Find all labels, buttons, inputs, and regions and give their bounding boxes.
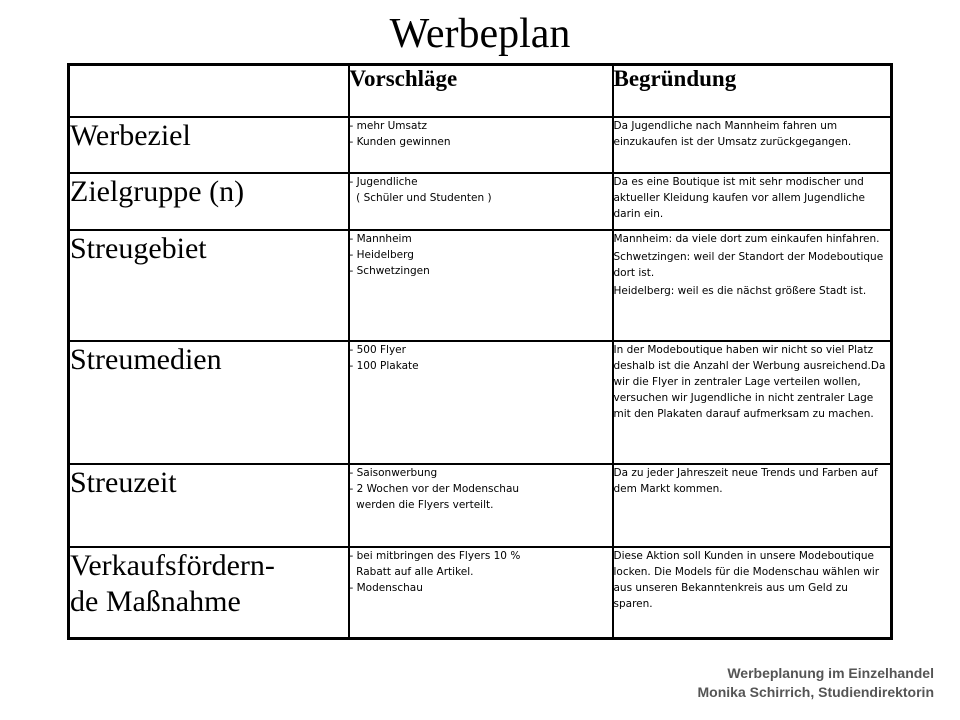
list-item: - Modenschau (349, 582, 423, 594)
advertising-plan-table (67, 63, 893, 640)
vorschlaege-cell (349, 341, 613, 464)
paragraph: Heidelberg: weil es die nächst größere Stadt ist. (613, 285, 867, 297)
row-label: Streuzeit (69, 464, 349, 547)
list-item: - bei mitbringen des Flyers 10 % (349, 550, 521, 562)
paragraph: In der Modeboutique haben wir nicht so viel Platz deshalb ist die Anzahl der Werbung ausreichend.Da wir die Flyer in zentraler Lage verteilen wollen, versuchen wir Jugendliche in nicht zentraler Lage mit den Plakaten darauf aufmerksam zu machen. (613, 344, 886, 420)
header-begruendung: Begründung (613, 65, 892, 118)
list-item: - 500 Flyer (349, 344, 406, 356)
footer-subject: Werbeplanung im Einzelhandel (727, 665, 934, 681)
table-header-row (69, 65, 892, 118)
begruendung-cell (613, 341, 892, 464)
row-label-line2: de Maßnahme (70, 585, 241, 618)
row-label: Streugebiet (69, 230, 349, 341)
row-label: Zielgruppe (n) (69, 173, 349, 230)
vorschlaege-cell (349, 117, 613, 173)
page-title: Werbeplan (389, 11, 571, 57)
list-item: - Mannheim (349, 233, 412, 245)
footer-author: Monika Schirrich, Studiendirektorin (697, 684, 934, 700)
row-label-line1: Verkaufsfördern- (70, 549, 275, 582)
begruendung-cell (613, 464, 892, 547)
paragraph: Da Jugendliche nach Mannheim fahren um einzukaufen ist der Umsatz zurückgegangen. (613, 120, 852, 148)
table-row-verkaufsfoerdernde-massnahme (69, 547, 892, 638)
header-empty-cell (69, 65, 349, 118)
paragraph: Diese Aktion soll Kunden in unsere Modeboutique locken. Die Models für die Modenschau wählen wir aus unseren Bekanntenkreis aus um Geld zu sparen. (613, 550, 880, 610)
paragraph: Da es eine Boutique ist mit sehr modischer und aktueller Kleidung kaufen vor allem Jugendliche darin ein. (613, 176, 865, 220)
footer (698, 664, 934, 702)
vorschlaege-cell (349, 173, 613, 230)
list-item: Rabatt auf alle Artikel. (349, 566, 474, 578)
header-vorschlaege: Vorschläge (349, 65, 613, 118)
list-item: - Kunden gewinnen (349, 136, 451, 148)
table-row-streuzeit (69, 464, 892, 547)
paragraph: Da zu jeder Jahreszeit neue Trends und Farben auf dem Markt kommen. (613, 467, 878, 495)
table-row-zielgruppe (69, 173, 892, 230)
begruendung-cell (613, 547, 892, 638)
list-item: - 100 Plakate (349, 360, 419, 372)
list-item: - 2 Wochen vor der Modenschau (349, 483, 520, 495)
table-row-streugebiet (69, 230, 892, 341)
begruendung-cell (613, 173, 892, 230)
begruendung-cell (613, 117, 892, 173)
row-label (69, 547, 349, 638)
vorschlaege-cell (349, 230, 613, 341)
begruendung-cell (613, 230, 892, 341)
list-item: werden die Flyers verteilt. (349, 499, 494, 511)
paragraph: Schwetzingen: weil der Standort der Modeboutique dort ist. (613, 251, 884, 279)
list-item: ( Schüler und Studenten ) (349, 192, 492, 204)
table-row-streumedien (69, 341, 892, 464)
row-label: Streumedien (69, 341, 349, 464)
table-row-werbeziel (69, 117, 892, 173)
row-label: Werbeziel (69, 117, 349, 173)
list-item: - Heidelberg (349, 249, 414, 261)
vorschlaege-cell (349, 464, 613, 547)
list-item: - mehr Umsatz (349, 120, 428, 132)
paragraph: Mannheim: da viele dort zum einkaufen hinfahren. (613, 233, 880, 245)
list-item: - Saisonwerbung (349, 467, 438, 479)
vorschlaege-cell (349, 547, 613, 638)
list-item: - Jugendliche (349, 176, 418, 188)
list-item: - Schwetzingen (349, 265, 430, 277)
